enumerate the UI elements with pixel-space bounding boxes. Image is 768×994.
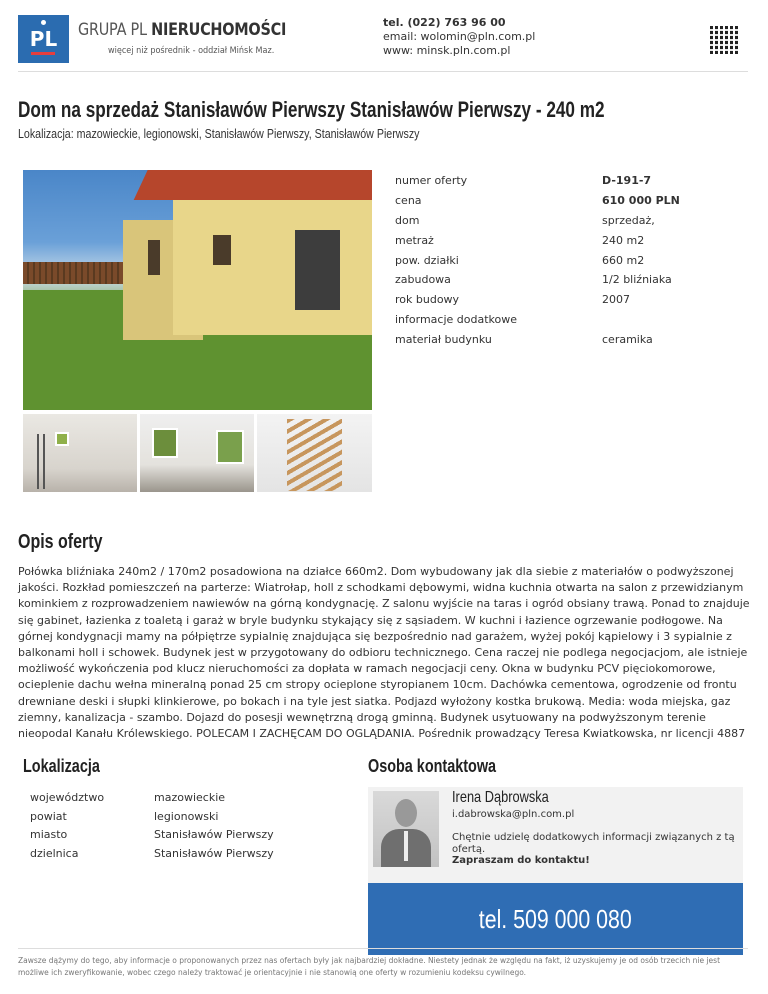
main-photo[interactable] — [23, 170, 372, 410]
spec-row — [395, 290, 745, 310]
spec-value: 1/2 bliźniaka — [602, 273, 672, 287]
spec-key: zabudowa — [395, 273, 451, 287]
thumbnail-photo-1[interactable] — [23, 414, 137, 492]
description-text: Połówka bliźniaka 240m2 / 170m2 posadowiona na działce 660m2. Dom wybudowany jak dla siebie z materiałów o podwyższonej jakości. Rozkład pomieszczeń na parterze: Wiatrołap, holl z schodkami dębowymi, widna kuchnia otwarta na salon z przewidzianym kominkiem z rozprowadzeniem nawiewów na górną kondygnację. Z salonu wyjście na taras i ogród obsiany trawą. Ponad to znajduje się gabinet, łazienka z toaletą i garaż w bryle budynku stykający się z sąsiadem. W kuchni i łazience ogrzewanie podłogowe. Na górnej kondygnacji mamy na półpiętrze sypialnię znajdująca się bezpośrednio nad garażem, wyżej pokój kąpielowy i 3 sypialnie z balkonami holl i schowek. Budynek jest w przygotowany do odbioru technicznego. Cena raczej nie podlega negocjacjom, ale istnieje możliwość wykończenia pod klucz nieruchomości za dopłata w ramach negocjacji ceny. Okna w budynku PCV pięciokomorowe, ocieplenie dachu wełna mineralną ponad 25 cm stropy ocieplone styropianem 10cm. Dachówka cementowa, ogrodzenie od frontu drewniane deski i słupki klinkierowe, po bokach i na tyle jest siatka. Podjazd wyłożony kostka brukową. Media: woda miejska, gaz ziemny, kanalizacja - szambo. Dojazd do posesji wewnętrzną drogą gminną. Budynek usytuowany na podwyższonym terenie nieopodal Kanału Królewskiego. POLECAM I ZACHĘCAM DO OGLĄDANIA. Pośrednik prowadzący Teresa Kwiatkowska, nr licencji 4887 — [18, 565, 750, 741]
footer-divider — [18, 948, 748, 949]
spec-key: pow. działki — [395, 253, 459, 267]
spec-key: rok budowy — [395, 293, 460, 307]
agent-avatar — [373, 791, 439, 867]
qr-code-icon — [710, 26, 738, 54]
spec-row — [395, 171, 745, 191]
spec-key: numer oferty — [395, 174, 468, 188]
footer-disclaimer: Zawsze dążymy do tego, aby informacje o proponowanych przez nas ofertach były jak najbardziej dokładne. Niestety jednak że względu na fakt, iż uzyskujemy je od osób trzecich nie jest możliwe ich zweryfikowanie, wobec czego należy traktować je orientacyjnie i nie stanowią one oferty w rozumieniu kodeksu cywilnego. — [18, 956, 721, 977]
spec-key: metraż — [395, 233, 434, 247]
spec-value: sprzedaż, — [602, 213, 655, 227]
spec-row — [395, 191, 745, 211]
spec-value: D-191-7 — [602, 174, 652, 188]
spec-value: 610 000 PLN — [602, 194, 680, 208]
agent-name: Irena Dąbrowska — [452, 789, 549, 806]
listing-location: Lokalizacja: mazowieckie, legionowski, Stanisławów Pierwszy, Stanisławów Pierwszy — [18, 126, 420, 141]
brand-name — [78, 20, 286, 40]
spec-row — [395, 329, 745, 349]
location-table — [30, 788, 350, 863]
brand-bold: NIERUCHOMOŚCI — [151, 20, 287, 40]
spec-row — [395, 310, 745, 330]
thumbnail-photo-3[interactable] — [257, 414, 372, 492]
location-value: Stanisławów Pierwszy — [154, 828, 274, 842]
specs-table — [395, 171, 745, 349]
location-key: miasto — [30, 828, 68, 842]
office-contact — [383, 16, 535, 58]
spec-value: 2007 — [602, 293, 630, 307]
spec-row — [395, 250, 745, 270]
header — [0, 0, 768, 72]
location-heading: Lokalizacja — [23, 756, 100, 776]
agent-phone: tel. 509 000 080 — [479, 903, 632, 934]
spec-row — [395, 270, 745, 290]
location-row — [30, 807, 350, 826]
agent-phone-button[interactable] — [368, 883, 743, 955]
listing-title: Dom na sprzedaż Stanisławów Pierwszy Stanisławów Pierwszy - 240 m2 — [18, 97, 605, 122]
location-row — [30, 825, 350, 844]
location-row — [30, 788, 350, 807]
location-row — [30, 844, 350, 863]
brand-light: GRUPA PL — [78, 20, 152, 40]
company-logo[interactable] — [18, 15, 69, 63]
thumbnail-photo-2[interactable] — [140, 414, 254, 492]
spec-row — [395, 230, 745, 250]
location-value: Stanisławów Pierwszy — [154, 846, 274, 860]
agent-message — [452, 832, 742, 867]
agent-message-cta: Zapraszam do kontaktu! — [452, 855, 590, 866]
spec-key: materiał budynku — [395, 332, 492, 346]
location-key: dzielnica — [30, 846, 79, 860]
spec-key: informacje dodatkowe — [395, 312, 518, 326]
location-value: legionowski — [154, 809, 219, 823]
logo-text: PL — [29, 27, 58, 51]
spec-key: dom — [395, 213, 420, 227]
agent-message-text: Chętnie udzielę dodatkowych informacji związanych z tą ofertą. — [452, 832, 735, 855]
location-key: powiat — [30, 809, 67, 823]
spec-value: ceramika — [602, 332, 653, 346]
logo-bar — [31, 52, 55, 55]
location-value: mazowieckie — [154, 790, 226, 804]
spec-value: 660 m2 — [602, 253, 645, 267]
header-divider — [18, 71, 748, 72]
location-key: województwo — [30, 790, 105, 804]
spec-row — [395, 211, 745, 231]
contact-heading: Osoba kontaktowa — [368, 756, 497, 776]
spec-key: cena — [395, 194, 422, 208]
agent-email[interactable]: i.dabrowska@pln.com.pl — [452, 809, 575, 820]
office-phone: tel. (022) 763 96 00 — [383, 16, 506, 29]
office-website[interactable]: www: minsk.pln.com.pl — [383, 44, 511, 57]
tagline: więcej niż pośrednik - oddział Mińsk Maz. — [108, 46, 275, 56]
logo-dot — [41, 20, 46, 25]
office-email[interactable]: email: wolomin@pln.com.pl — [383, 30, 536, 43]
spec-value: 240 m2 — [602, 233, 645, 247]
description-heading: Opis oferty — [18, 531, 103, 553]
